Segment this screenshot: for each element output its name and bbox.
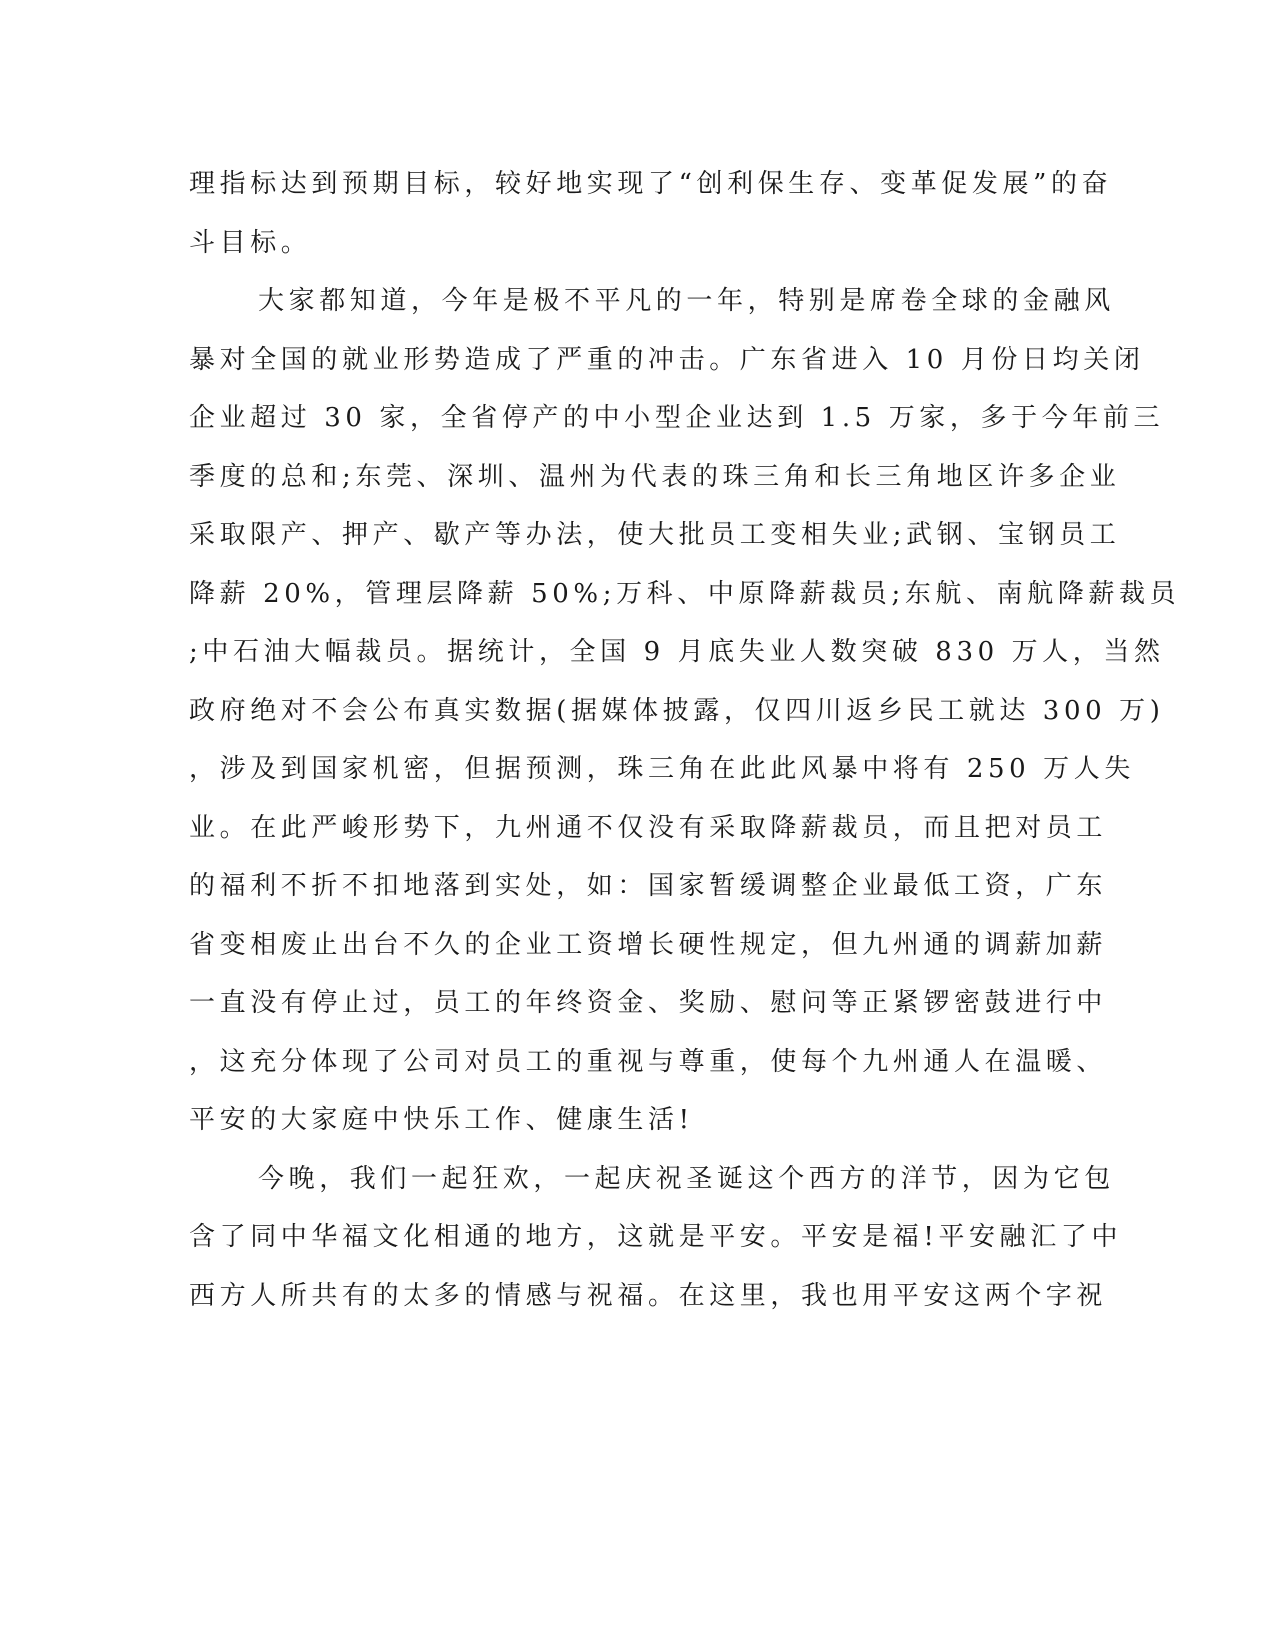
- text-line: 省变相废止出台不久的企业工资增长硬性规定，但九州通的调薪加薪: [189, 929, 1108, 960]
- text-line: 含了同中华福文化相通的地方，这就是平安。平安是福!平安融汇了中: [189, 1222, 1123, 1252]
- text-line: 一直没有停止过，员工的年终资金、奖励、慰问等正紧锣密鼓进行中: [189, 988, 1108, 1018]
- body-text: [189, 155, 1181, 1325]
- text-line: 政府绝对不会公布真实数据(据媒体披露，仅四川返乡民工就达 300 万): [189, 695, 1165, 726]
- text-line: 采取限产、押产、歇产等办法，使大批员工变相失业;武钢、宝钢员工: [189, 520, 1121, 550]
- text-line: 斗目标。: [189, 227, 312, 258]
- text-line: ;中石油大幅裁员。据统计，全国 9 月底失业人数突破 830 万人，当然: [189, 637, 1165, 667]
- text-line: ，这充分体现了公司对员工的重视与尊重，使每个九州通人在温暖、: [189, 1046, 1108, 1077]
- paragraph-start-line: 大家都知道，今年是极不平凡的一年，特别是席卷全球的金融风: [258, 286, 1115, 316]
- text-line: 业。在此严峻形势下，九州通不仅没有采取降薪裁员，而且把对员工: [189, 812, 1108, 843]
- text-line: ，涉及到国家机密，但据预测，珠三角在此此风暴中将有 250 万人失: [189, 754, 1135, 784]
- text-line: 西方人所共有的太多的情感与祝福。在这里，我也用平安这两个字祝: [189, 1280, 1108, 1311]
- text-line: 暴对全国的就业形势造成了严重的冲击。广东省进入 10 月份日均关闭: [189, 344, 1145, 375]
- text-line: 企业超过 30 家，全省停产的中小型企业达到 1.5 万家，多于今年前三: [189, 403, 1165, 433]
- text-line: 的福利不折不扣地落到实处，如：国家暂缓调整企业最低工资，广东: [189, 871, 1108, 901]
- text-line: 平安的大家庭中快乐工作、健康生活!: [189, 1105, 694, 1135]
- text-line: 理指标达到预期目标，较好地实现了“创利保生存、变革促发展”的奋: [189, 169, 1113, 199]
- text-line: 季度的总和;东莞、深圳、温州为代表的珠三角和长三角地区许多企业: [189, 461, 1121, 492]
- paragraph-start-line: 今晚，我们一起狂欢，一起庆祝圣诞这个西方的洋节，因为它包: [258, 1163, 1115, 1194]
- text-line: 降薪 20%，管理层降薪 50%;万科、中原降薪裁员;东航、南航降薪裁员: [189, 578, 1181, 609]
